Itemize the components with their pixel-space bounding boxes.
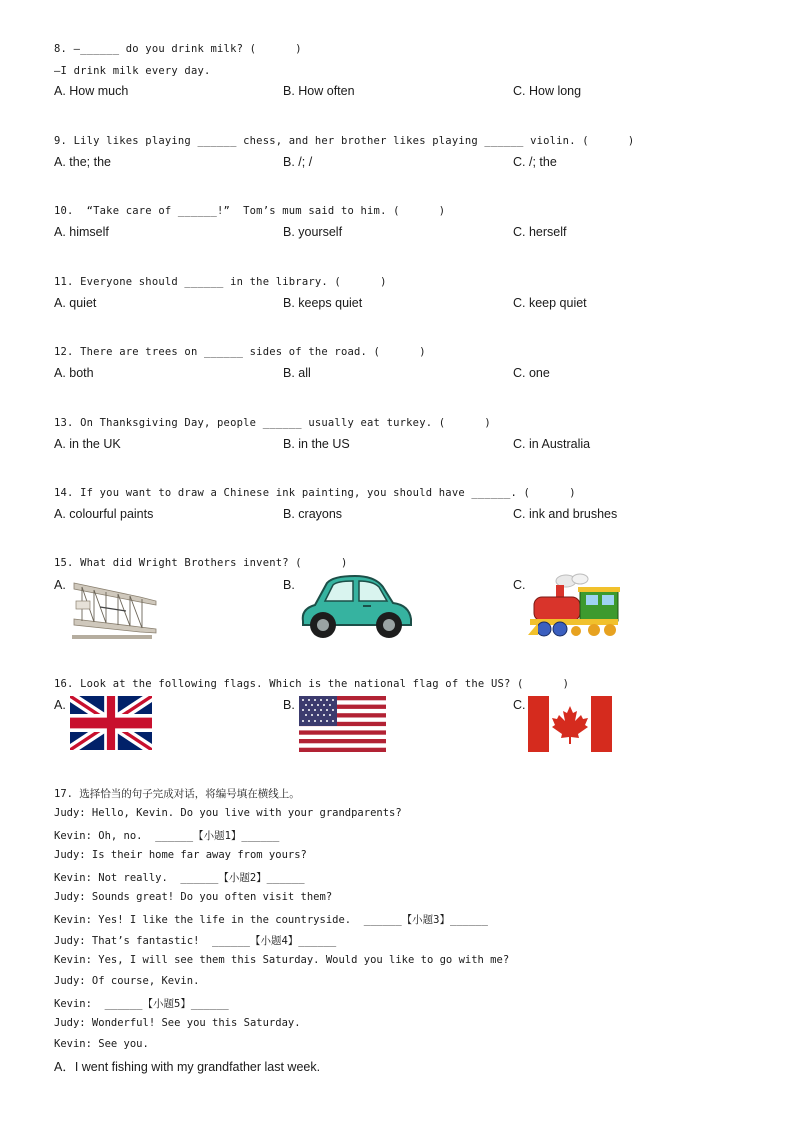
q10-option-b: B. yourself [283,225,343,239]
question-8-response: —I drink milk every day. [54,65,211,77]
q13-option-c: C. in Australia [513,437,591,451]
q9-option-a: A. the; the [54,155,111,169]
q8-option-a: A. How much [54,84,129,98]
dialogue-heading: 17. 选择恰当的句子完成对话，将编号填在横线上。 [54,788,300,800]
dialogue-line: Judy: Hello, Kevin. Do you live with your grandparents? [54,807,402,819]
q12-option-a: A. both [54,366,94,380]
question-16: 16. Look at the following flags. Which is the national flag of the US? ( ) [54,678,570,690]
train-icon [528,573,621,643]
q10-option-c: C. herself [513,225,567,239]
q12-option-b: B. all [283,366,311,380]
dialogue-line: Kevin: Oh, no. ______【小题1】______ [54,830,280,842]
us-flag-icon [299,696,386,752]
question-8: 8. —______ do you drink milk? ( ) [54,43,302,55]
q14-option-a: A. colourful paints [54,507,154,521]
question-12: 12. There are trees on ______ sides of the road. ( ) [54,346,426,358]
q11-option-b: B. keeps quiet [283,296,363,310]
q15-option-b: B. [283,578,295,592]
q14-option-b: B. crayons [283,507,343,521]
dialogue-line: Judy: Of course, Kevin. [54,975,200,987]
uk-flag-icon [70,696,152,750]
q15-option-a: A. [54,578,66,592]
q8-option-b: B. How often [283,84,355,98]
dialogue-line: Kevin: See you. [54,1038,149,1050]
biplane-icon [70,575,160,645]
q13-option-b: B. in the US [283,437,350,451]
question-13: 13. On Thanksgiving Day, people ______ usually eat turkey. ( ) [54,417,491,429]
question-14: 14. If you want to draw a Chinese ink painting, you should have ______. ( ) [54,487,576,499]
q12-option-c: C. one [513,366,550,380]
dialogue-line: Judy: Wonderful! See you this Saturday. [54,1017,301,1029]
dialogue-line: Kevin: Yes, I will see them this Saturday. Would you like to go with me? [54,954,510,966]
q15-option-c: C. [513,578,526,592]
q9-option-c: C. /; the [513,155,557,169]
q11-option-a: A. quiet [54,296,97,310]
q10-option-a: A. himself [54,225,109,239]
canada-flag-icon [528,696,612,752]
q14-option-c: C. ink and brushes [513,507,618,521]
q9-option-b: B. /; / [283,155,313,169]
q13-option-a: A. in the UK [54,437,121,451]
question-9: 9. Lily likes playing ______ chess, and her brother likes playing ______ violin. ( ) [54,135,635,147]
question-10: 10. “Take care of ______!” Tom’s mum said to him. ( ) [54,205,446,217]
q16-option-c: C. [513,698,526,712]
dialogue-line: Kevin: Yes! I like the life in the countryside. ______【小题3】______ [54,914,488,926]
q16-option-b: B. [283,698,295,712]
question-15: 15. What did Wright Brothers invent? ( ) [54,557,348,569]
dialogue-line: Kevin: Not really. ______【小题2】______ [54,872,305,884]
question-11: 11. Everyone should ______ in the library. ( ) [54,276,387,288]
q8-option-c: C. How long [513,84,582,98]
car-icon [297,573,415,643]
dialogue-line: Kevin: ______【小题5】______ [54,998,229,1010]
dialogue-option-a: A．I went fishing with my grandfather last week. [54,1060,321,1074]
q16-option-a: A. [54,698,66,712]
dialogue-line: Judy: That’s fantastic! ______【小题4】______ [54,935,337,947]
q11-option-c: C. keep quiet [513,296,587,310]
dialogue-line: Judy: Sounds great! Do you often visit them? [54,891,333,903]
dialogue-line: Judy: Is their home far away from yours? [54,849,307,861]
